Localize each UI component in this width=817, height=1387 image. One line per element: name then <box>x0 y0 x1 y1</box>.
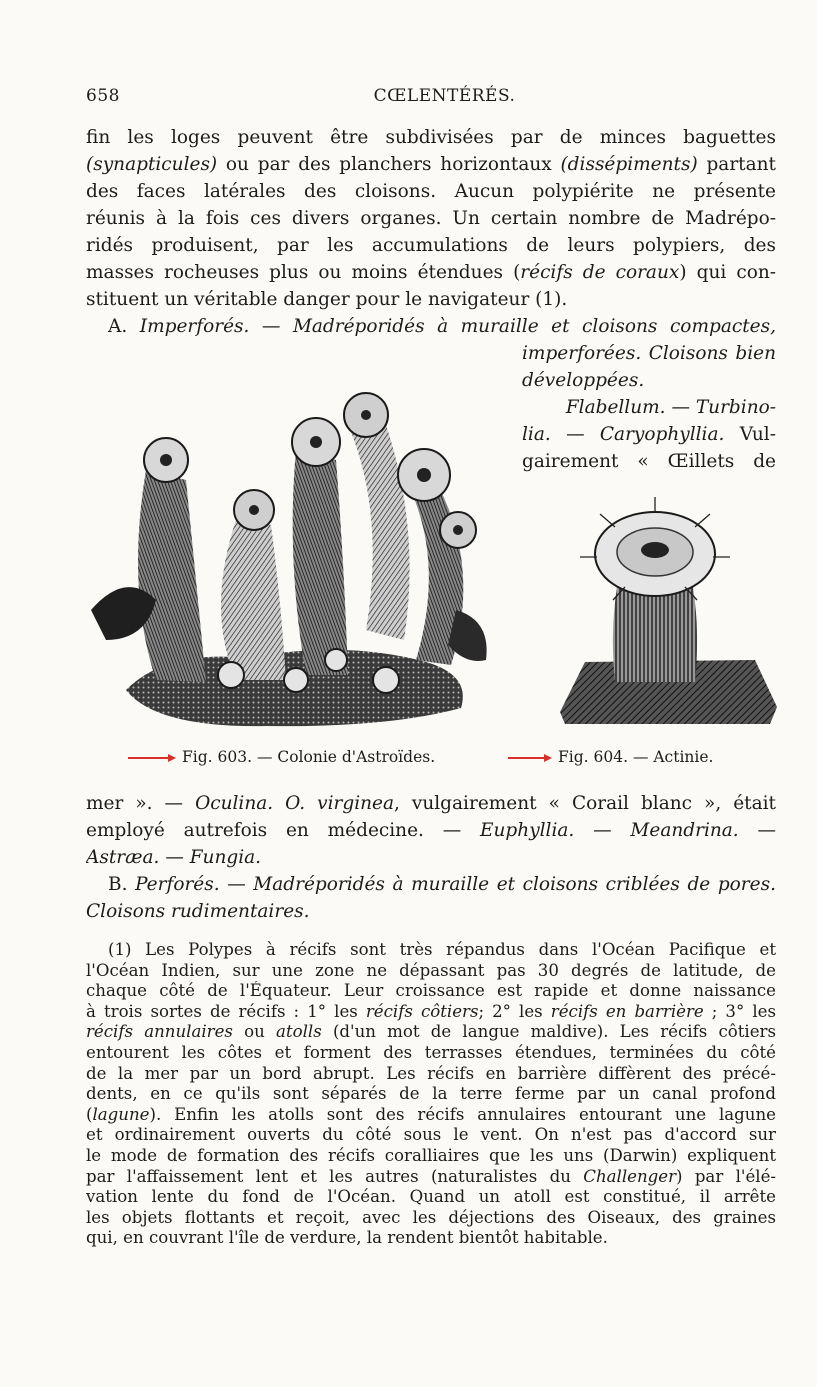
red-arrow-icon <box>128 753 176 763</box>
text-span: Euphyllia. <box>480 820 575 841</box>
text-line: vation lente du fond de l'Océan. Quand un atoll est constitué, il arrête <box>86 1187 776 1207</box>
dash: — <box>227 874 246 895</box>
text-span: Fungia. <box>189 847 262 868</box>
section-description: Madréporidés à muraille et cloisons criblées de pores. <box>253 874 776 895</box>
figure-604-actinie <box>555 492 780 732</box>
text-span: Meandrina. <box>630 820 739 841</box>
text-span: ) qui con- <box>679 262 776 283</box>
text-line: et ordinairement ouverts du côté sous le vent. On n'est pas d'accord sur <box>86 1125 776 1145</box>
page-number: 658 <box>86 86 120 106</box>
text-line <box>522 367 776 394</box>
text-span: récifs en barrière <box>550 1001 704 1021</box>
text-span: — <box>159 847 190 868</box>
section-b-heading <box>86 871 776 898</box>
text-line: des faces latérales des cloisons. Aucun polypiérite ne présente <box>86 181 776 202</box>
text-span: mer ». — <box>86 793 196 814</box>
section-a-side-text <box>522 340 776 475</box>
paragraph-2 <box>86 790 776 925</box>
figure-604-caption <box>508 748 713 766</box>
text-line: (1) Les Polypes à récifs sont très répandus dans l'Océan Pacifique et <box>108 940 776 959</box>
text-span: ). Enfin les atolls sont des récifs annulaires entourant une lagune <box>149 1104 776 1124</box>
text-line: réunis à la fois ces divers organes. Un certain nombre de Madrépo- <box>86 208 776 229</box>
text-line <box>86 1022 776 1043</box>
text-span: ; 2° les <box>478 1001 551 1021</box>
text-span: récifs côtiers <box>365 1001 479 1021</box>
page-header <box>86 86 773 112</box>
text-span: Challenger <box>583 1166 677 1186</box>
text-span: par l'affaissement lent et les autres (naturalistes du <box>86 1166 584 1186</box>
text-span: ou <box>232 1022 277 1042</box>
text-line <box>86 1167 776 1188</box>
text-span: employé autrefois en médecine. — <box>86 820 481 841</box>
section-a-heading <box>86 313 776 340</box>
text-line: le mode de formation des récifs coralliaires que les uns (Darwin) expliquent <box>86 1145 776 1165</box>
text-line <box>86 844 776 871</box>
figure-caption-text: — Actinie. <box>632 748 714 766</box>
text-span: atolls <box>276 1022 322 1042</box>
section-description: Madréporidés à muraille et cloisons compactes, <box>292 316 776 337</box>
text-line: entourent les côtes et forment des terrasses étendues, terminées du côté <box>86 1042 776 1062</box>
text-line <box>522 421 776 448</box>
text-line: qui, en couvrant l'île de verdure, la rendent bientôt habitable. <box>86 1228 608 1248</box>
text-span: Oculina. O. virginea <box>195 793 395 814</box>
text-line: dents, en ce qu'ils sont séparés de la terre ferme par un canal profond <box>86 1084 776 1104</box>
term-recifs-de-coraux: récifs de coraux <box>520 262 680 283</box>
text-line <box>522 394 776 421</box>
footnote <box>86 940 776 1249</box>
text-span: — <box>574 820 631 841</box>
text-span: ( <box>86 1104 93 1124</box>
text-line: ridés produisent, par les accumulations de leurs polypiers, des <box>86 235 776 256</box>
text-line <box>86 1105 776 1126</box>
text-line <box>86 151 776 178</box>
text-span: lagune <box>92 1104 150 1124</box>
text-span: ou par des planchers horizontaux <box>217 154 561 175</box>
text-line <box>86 898 776 925</box>
colony-engraving-illustration <box>86 390 496 735</box>
text-span: — Turbino- <box>671 397 776 418</box>
running-title: CŒLENTÉRÉS. <box>373 86 516 106</box>
section-label: B. <box>108 874 128 895</box>
text-span: Flabellum. <box>565 397 666 418</box>
term-synapticules: (synapticules) <box>86 154 218 175</box>
text-span: — <box>738 820 776 841</box>
text-span: développées. <box>522 370 645 391</box>
text-line: gairement « Œillets de <box>522 451 776 472</box>
text-span: Astræa. <box>86 847 160 868</box>
text-line <box>86 259 776 286</box>
section-label: A. <box>108 316 128 337</box>
text-line <box>86 1002 776 1023</box>
text-span: lia. <box>522 424 551 445</box>
text-span: masses rocheuses plus ou moins étendues ( <box>86 262 521 283</box>
text-line <box>522 340 776 367</box>
text-line <box>86 817 776 844</box>
text-span: récifs annulaires <box>86 1022 233 1042</box>
text-span: partant <box>697 154 776 175</box>
dash: — <box>261 316 281 337</box>
red-arrow-icon <box>508 753 552 763</box>
term-dissepiments: (dissépiments) <box>560 154 698 175</box>
text-line <box>86 313 776 340</box>
text-span: Vul- <box>739 424 776 445</box>
text-span: à trois sortes de récifs : 1° les <box>86 1001 366 1021</box>
text-span: (d'un mot de langue maldive). Les récifs côtiers <box>321 1022 776 1042</box>
figure-603-colony-astroides <box>86 390 496 735</box>
actinie-engraving-illustration <box>555 492 780 732</box>
figure-number: Fig. 603. <box>182 748 252 766</box>
text-span: ; 3° les <box>703 1001 776 1021</box>
section-title: Perforés. <box>135 874 220 895</box>
text-line: fin les loges peuvent être subdivisées par de minces baguettes <box>86 127 776 148</box>
text-line: les objets flottants et reçoit, avec les déjections des Oiseaux, des graines <box>86 1207 776 1227</box>
text-line <box>86 790 776 817</box>
text-line: l'Océan Indien, sur une zone ne dépassant pas 30 degrés de latitude, de <box>86 960 776 980</box>
section-title: Imperforés. <box>139 316 250 337</box>
text-span: , vulgairement « Corail blanc », était <box>394 793 776 814</box>
paragraph-1 <box>86 124 776 313</box>
figure-number: Fig. 604. <box>558 748 628 766</box>
text-line: chaque côté de l'Équateur. Leur croissance est rapide et donne naissance <box>86 981 776 1001</box>
text-span: ) par l'élé- <box>676 1166 776 1186</box>
text-span: Cloisons rudimentaires. <box>86 901 310 922</box>
figure-caption-text: — Colonie d'Astroïdes. <box>256 748 436 766</box>
text-span: imperforées. Cloisons bien <box>522 343 776 364</box>
text-span: — Caryophyllia. <box>566 424 725 445</box>
figure-603-caption <box>128 748 435 766</box>
text-line: stituent un véritable danger pour le navigateur (1). <box>86 289 568 310</box>
text-line: de la mer par un bord abrupt. Les récifs en barrière diffèrent des précé- <box>86 1063 776 1083</box>
